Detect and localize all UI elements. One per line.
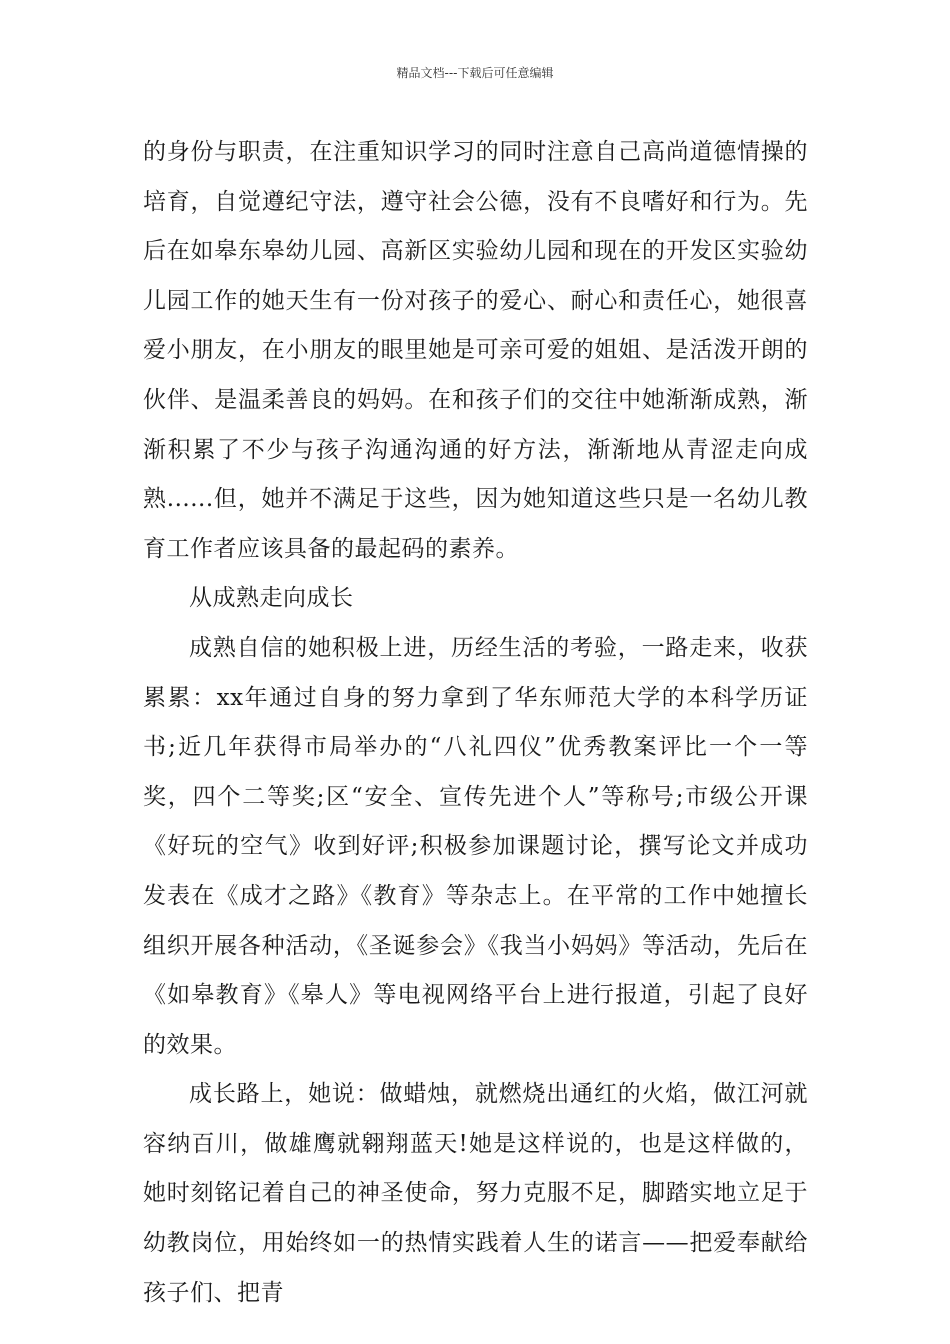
document-body <box>143 128 808 1318</box>
paragraph-achievements: 成熟自信的她积极上进，历经生活的考验，一路走来，收获累累：xx年通过自身的努力拿到了华东师范大学的本科学历证书;近几年获得市局举办的“八礼四仪”优秀教案评比一个一等奖，四个二等奖;区“安全、宣传先进个人”等称号;市级公开课《好玩的空气》收到好评;积极参加课题讨论，撰写论文并成功发表在《成才之路》《教育》等杂志上。在平常的工作中她擅长组织开展各种活动，《圣诞参会》《我当小妈妈》等活动，先后在《如皋教育》《皋人》等电视网络平台上进行报道，引起了良好的效果。 <box>143 634 808 1058</box>
page-header: 精品文档---下载后可任意编辑 <box>396 66 554 80</box>
paragraph-continued: 的身份与职责，在注重知识学习的同时注意自己高尚道德情操的培育，自觉遵纪守法，遵守社会公德，没有不良嗜好和行为。先后在如皋东皋幼儿园、高新区实验幼儿园和现在的开发区实验幼儿园工作的她天生有一份对孩子的爱心、耐心和责任心，她很喜爱小朋友，在小朋友的眼里她是可亲可爱的姐姐、是活泼开朗的伙伴、是温柔善良的妈妈。在和孩子们的交往中她渐渐成熟，渐渐积累了不少与孩子沟通沟通的好方法，渐渐地从青涩走向成熟......但，她并不满足于这些，因为她知道这些只是一名幼儿教育工作者应该具备的最起码的素养。 <box>143 139 808 562</box>
paragraph-growth: 成长路上，她说：做蜡烛，就燃烧出通红的火焰，做江河就容纳百川，做雄鹰就翱翔蓝天!她是这样说的，也是这样做的，她时刻铭记着自己的神圣使命，努力克服不足，脚踏实地立足于幼教岗位，用始终如一的热情实践着人生的诺言——把爱奉献给孩子们、把青 <box>143 1081 808 1306</box>
section-heading: 从成熟走向成长 <box>189 585 354 612</box>
